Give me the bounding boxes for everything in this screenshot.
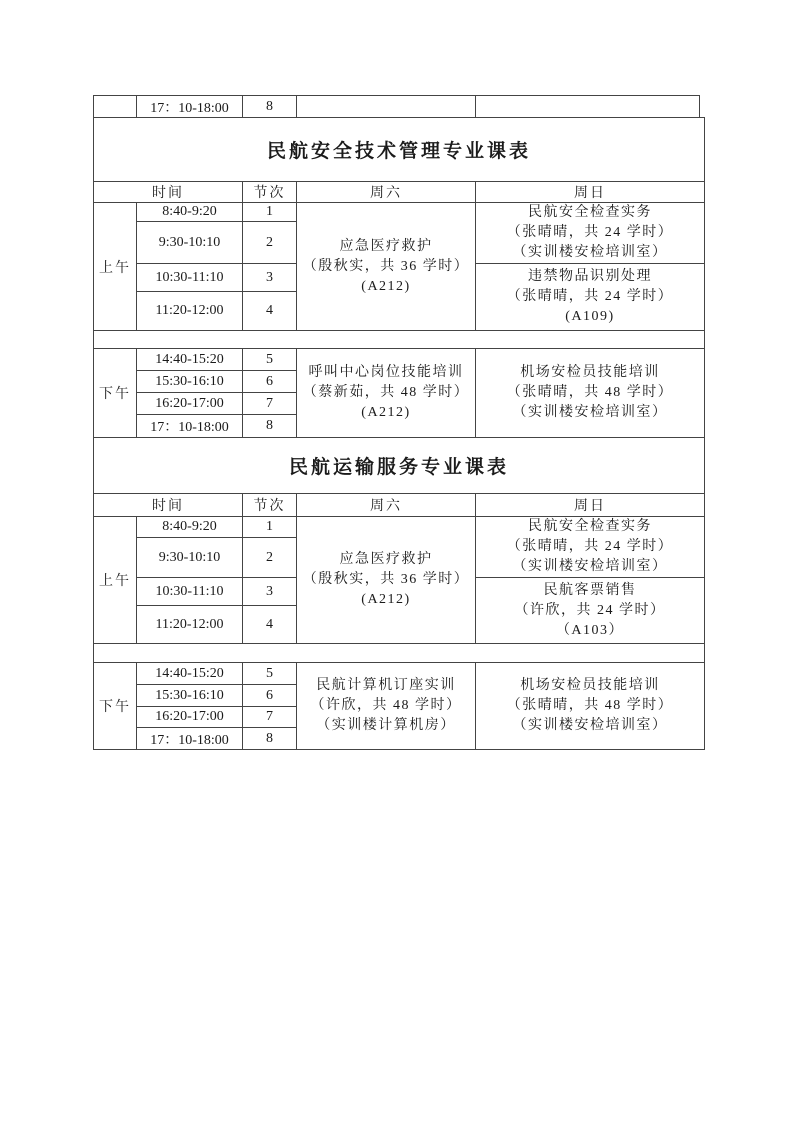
spacer-row bbox=[94, 331, 705, 349]
course-room: （实训楼安检培训室） bbox=[512, 559, 668, 574]
table-row bbox=[94, 96, 700, 118]
course-teacher-hours: （殷秋实，共 36 学时） bbox=[302, 258, 470, 274]
period-cell: 8 bbox=[243, 728, 297, 750]
sunday-cell bbox=[476, 96, 700, 118]
course-name: 民航计算机订座实训 bbox=[316, 678, 456, 693]
period-cell: 6 bbox=[243, 371, 297, 393]
period-cell: 4 bbox=[243, 606, 297, 644]
col-header-saturday: 周六 bbox=[297, 182, 476, 203]
table-row bbox=[94, 203, 705, 222]
course-room: （实训楼安检培训室） bbox=[512, 245, 668, 260]
period-cell: 3 bbox=[243, 264, 297, 292]
course-room: （实训楼安检培训室） bbox=[512, 405, 668, 420]
table-row bbox=[94, 331, 705, 349]
time-cell: 11:20-12:00 bbox=[137, 292, 243, 331]
course-cell-saturday bbox=[297, 203, 476, 331]
course-name: 机场安检员技能培训 bbox=[520, 365, 660, 380]
time-cell: 9:30-10:10 bbox=[137, 222, 243, 264]
period-cell: 3 bbox=[243, 578, 297, 606]
col-header-time: 时间 bbox=[94, 494, 243, 517]
session-label-cell bbox=[94, 96, 137, 118]
spacer-row bbox=[94, 644, 705, 663]
schedule-table bbox=[93, 117, 705, 750]
course-cell-sunday bbox=[476, 663, 705, 750]
course-teacher-hours: （许欣，共 48 学时） bbox=[310, 698, 462, 713]
table-row bbox=[94, 438, 705, 494]
table-row bbox=[94, 349, 705, 371]
session-label-afternoon: 下午 bbox=[94, 663, 137, 750]
course-name: 民航安全检查实务 bbox=[528, 205, 652, 220]
period-cell: 7 bbox=[243, 707, 297, 728]
col-header-period: 节次 bbox=[243, 182, 297, 203]
course-name: 机场安检员技能培训 bbox=[520, 678, 660, 693]
schedule-title: 民航运输服务专业课表 bbox=[94, 438, 705, 494]
course-name: 民航安全检查实务 bbox=[528, 519, 652, 534]
course-cell-sunday-upper bbox=[476, 517, 705, 578]
session-label-afternoon: 下午 bbox=[94, 349, 137, 438]
course-teacher-hours: （张晴晴，共 24 学时） bbox=[506, 289, 674, 304]
saturday-cell bbox=[297, 96, 476, 118]
course-room: （A103） bbox=[555, 622, 625, 638]
course-cell-sunday-lower bbox=[476, 578, 705, 644]
time-cell: 10:30-11:10 bbox=[137, 578, 243, 606]
course-name: 民航客票销售 bbox=[543, 582, 637, 598]
col-header-sunday: 周日 bbox=[476, 182, 705, 203]
time-cell: 17：10-18:00 bbox=[137, 415, 243, 438]
course-room: (A212) bbox=[361, 405, 411, 420]
time-cell: 8:40-9:20 bbox=[137, 203, 243, 222]
timetable-content bbox=[93, 95, 705, 750]
time-cell: 15:30-16:10 bbox=[137, 371, 243, 393]
time-cell: 14:40-15:20 bbox=[137, 349, 243, 371]
col-header-sunday: 周日 bbox=[476, 494, 705, 517]
course-cell-saturday bbox=[297, 517, 476, 644]
session-label-morning: 上午 bbox=[94, 203, 137, 331]
period-cell: 1 bbox=[243, 517, 297, 538]
schedule-title: 民航安全技术管理专业课表 bbox=[94, 118, 705, 182]
time-cell: 16:20-17:00 bbox=[137, 393, 243, 415]
course-teacher-hours: （张晴晴，共 24 学时） bbox=[506, 539, 674, 554]
period-cell: 7 bbox=[243, 393, 297, 415]
period-cell: 2 bbox=[243, 538, 297, 578]
course-teacher-hours: （蔡新茹，共 48 学时） bbox=[302, 385, 470, 400]
time-cell: 9:30-10:10 bbox=[137, 538, 243, 578]
course-teacher-hours: （张晴晴，共 48 学时） bbox=[506, 385, 674, 400]
course-name: 违禁物品识别处理 bbox=[528, 269, 652, 284]
course-name: 应急医疗救护 bbox=[339, 552, 433, 567]
course-teacher-hours: （殷秋实，共 36 学时） bbox=[302, 572, 470, 587]
course-room: （实训楼安检培训室） bbox=[512, 718, 668, 733]
period-cell: 8 bbox=[243, 415, 297, 438]
table-row bbox=[94, 644, 705, 663]
period-cell: 2 bbox=[243, 222, 297, 264]
table-row bbox=[94, 182, 705, 203]
time-cell: 10:30-11:10 bbox=[137, 264, 243, 292]
time-cell: 15:30-16:10 bbox=[137, 685, 243, 707]
period-cell: 8 bbox=[243, 96, 297, 118]
time-cell: 16:20-17:00 bbox=[137, 707, 243, 728]
course-teacher-hours: （张晴晴，共 48 学时） bbox=[506, 698, 674, 713]
course-name: 应急医疗救护 bbox=[339, 238, 433, 254]
previous-table-tail bbox=[93, 95, 700, 118]
course-teacher-hours: （许欣，共 24 学时） bbox=[514, 602, 666, 618]
col-header-period: 节次 bbox=[243, 494, 297, 517]
time-cell: 17：10-18:00 bbox=[137, 96, 243, 118]
period-cell: 4 bbox=[243, 292, 297, 331]
time-cell: 8:40-9:20 bbox=[137, 517, 243, 538]
period-cell: 6 bbox=[243, 685, 297, 707]
period-cell: 5 bbox=[243, 663, 297, 685]
table-row bbox=[94, 118, 705, 182]
period-cell: 1 bbox=[243, 203, 297, 222]
course-teacher-hours: （张晴晴，共 24 学时） bbox=[506, 225, 674, 240]
col-header-time: 时间 bbox=[94, 182, 243, 203]
course-room: (A212) bbox=[361, 278, 411, 294]
course-room: (A109) bbox=[565, 309, 615, 324]
course-cell-saturday bbox=[297, 663, 476, 750]
time-cell: 14:40-15:20 bbox=[137, 663, 243, 685]
session-label-morning: 上午 bbox=[94, 517, 137, 644]
time-cell: 17：10-18:00 bbox=[137, 728, 243, 750]
course-name: 呼叫中心岗位技能培训 bbox=[308, 365, 464, 380]
course-cell-sunday-upper bbox=[476, 203, 705, 264]
course-cell-saturday bbox=[297, 349, 476, 438]
col-header-saturday: 周六 bbox=[297, 494, 476, 517]
course-room: (A212) bbox=[361, 592, 411, 607]
table-row bbox=[94, 494, 705, 517]
course-cell-sunday-lower bbox=[476, 264, 705, 331]
period-cell: 5 bbox=[243, 349, 297, 371]
course-cell-sunday bbox=[476, 349, 705, 438]
time-cell: 11:20-12:00 bbox=[137, 606, 243, 644]
table-row bbox=[94, 663, 705, 685]
table-row bbox=[94, 517, 705, 538]
course-room: （实训楼计算机房） bbox=[316, 718, 456, 733]
